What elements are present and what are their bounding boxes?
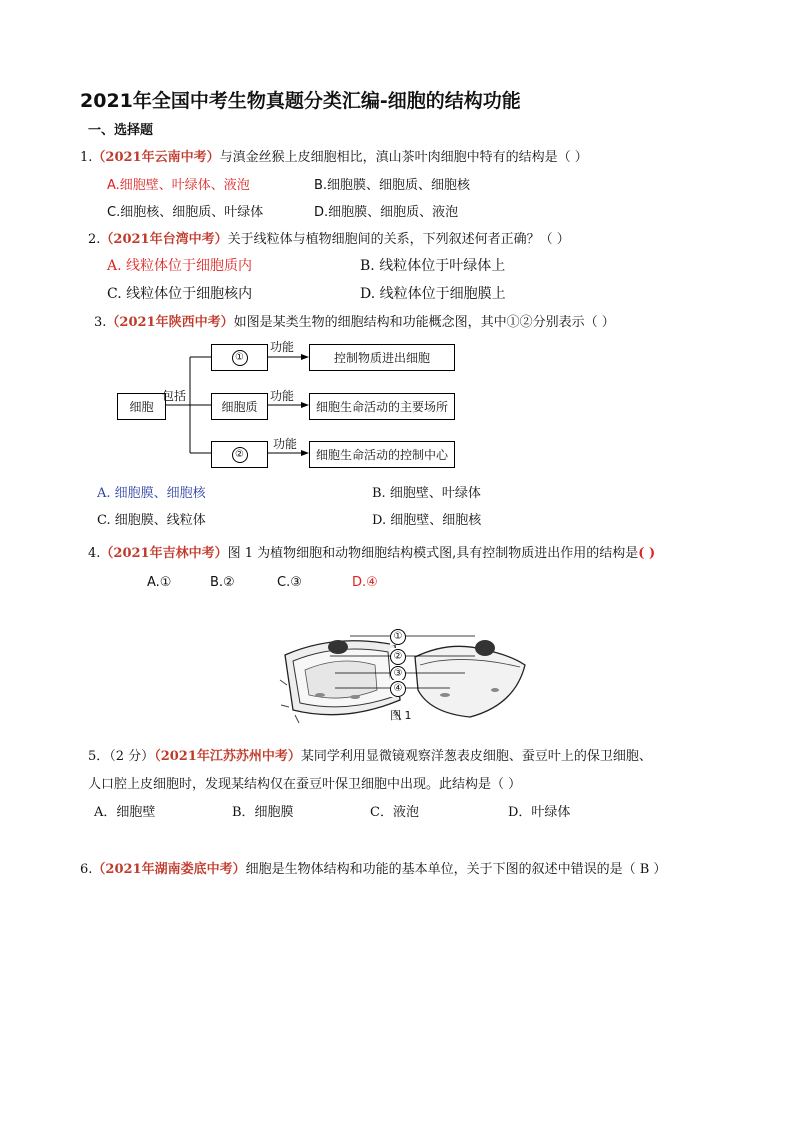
question-6: [80, 858, 666, 877]
q2-option-a: A. 线粒体位于细胞质内: [107, 258, 253, 274]
q1-option-c: C.细胞核、细胞质、叶绿体: [107, 205, 264, 220]
include-label: 包括: [162, 389, 187, 403]
q4-option-c: C.③: [277, 575, 302, 590]
q4-option-a: A.①: [147, 575, 172, 590]
q4-source: （2021年吉林中考）: [100, 546, 228, 561]
q3-option-a: A. 细胞膜、细胞核: [97, 486, 206, 501]
function-box-3: 细胞生命活动的控制中心: [309, 441, 455, 468]
q4-option-b: B.②: [210, 575, 235, 590]
cytoplasm-box: 细胞质: [211, 393, 268, 420]
q4-option-d: D.④: [352, 575, 378, 590]
q3-option-c: C. 细胞膜、线粒体: [97, 513, 206, 528]
q5-text-line2: 人口腔上皮细胞时，发现某结构仅在蚕豆叶保卫细胞中出现。此结构是（ ）: [88, 777, 522, 792]
question-3: [94, 311, 615, 330]
fig-label-3: ③: [390, 665, 406, 682]
page-title: 2021年全国中考生物真题分类汇编-细胞的结构功能: [80, 90, 521, 112]
q2-option-b: B. 线粒体位于叶绿体上: [360, 258, 506, 274]
q4-answer-paren: ( ): [638, 546, 656, 561]
q1-source: （2021年云南中考）: [92, 150, 220, 165]
question-5: [88, 745, 652, 764]
q5-number: 5．: [88, 749, 110, 764]
fig-label-2: ②: [390, 648, 406, 665]
q1-option-a: A.细胞壁、叶绿体、液泡: [107, 178, 250, 193]
q5-option-b: B．细胞膜: [232, 805, 294, 820]
function-box-1: 控制物质进出细胞: [309, 344, 455, 371]
q5-option-a: A．细胞壁: [94, 805, 156, 820]
q5-text: 某同学利用显微镜观察洋葱表皮细胞、蚕豆叶上的保卫细胞、: [300, 749, 652, 764]
q4-number: 4.: [88, 546, 101, 561]
q2-option-d: D. 线粒体位于细胞膜上: [360, 286, 506, 302]
function-label-3: 功能: [273, 437, 298, 451]
q6-source: （2021年湖南娄底中考）: [92, 862, 246, 877]
q6-number: 6.: [80, 862, 93, 877]
q3-number: 3.: [94, 315, 107, 330]
question-2: [88, 228, 570, 247]
q5-option-c: C．液泡: [370, 805, 419, 820]
q1-option-d: D.细胞膜、细胞质、液泡: [314, 205, 459, 220]
q4-text: 图 1 为植物细胞和动物细胞结构模式图,具有控制物质进出作用的结构是: [227, 546, 639, 561]
q3-text: 如图是某类生物的细胞结构和功能概念图，其中①②分别表示（ ）: [233, 315, 615, 330]
section-heading: 一、选择题: [88, 123, 154, 138]
function-label-2: 功能: [270, 389, 295, 403]
fig-label-1: ①: [390, 628, 406, 645]
fig-caption: 图 1: [390, 709, 412, 722]
q1-number: 1.: [80, 150, 93, 165]
q2-option-c: C. 线粒体位于细胞核内: [107, 286, 253, 302]
blank-1-label: ①: [232, 350, 248, 366]
q1-text: 与滇金丝猴上皮细胞相比，滇山茶叶肉细胞中特有的结构是（ ）: [219, 150, 588, 165]
q2-text: 关于线粒体与植物细胞间的关系，下列叙述何者正确？（ ）: [227, 232, 570, 247]
q3-option-b: B. 细胞壁、叶绿体: [372, 486, 481, 501]
q3-source: （2021年陕西中考）: [106, 315, 234, 330]
q3-option-d: D. 细胞壁、细胞核: [372, 513, 482, 528]
q2-source: （2021年台湾中考）: [100, 232, 228, 247]
function-label-1: 功能: [270, 340, 295, 354]
q5-option-d: D．叶绿体: [508, 805, 571, 820]
q6-text: 细胞是生物体结构和功能的基本单位，关于下图的叙述中错误的是（ B ）: [245, 862, 667, 877]
blank-2-box: [211, 441, 268, 468]
q2-number: 2.: [88, 232, 101, 247]
q5-source: （2021年江苏苏州中考）: [154, 749, 301, 764]
q5-score: （2 分）: [109, 749, 155, 764]
blank-2-label: ②: [232, 447, 248, 463]
cell-box: 细胞: [117, 393, 166, 420]
blank-1-box: [211, 344, 268, 371]
fig-label-4: ④: [390, 680, 406, 697]
question-4: [88, 542, 655, 561]
question-1: [80, 146, 588, 165]
q4-cell-figure: [275, 625, 535, 725]
q1-option-b: B.细胞膜、细胞质、细胞核: [314, 178, 471, 193]
function-box-2: 细胞生命活动的主要场所: [309, 393, 455, 420]
